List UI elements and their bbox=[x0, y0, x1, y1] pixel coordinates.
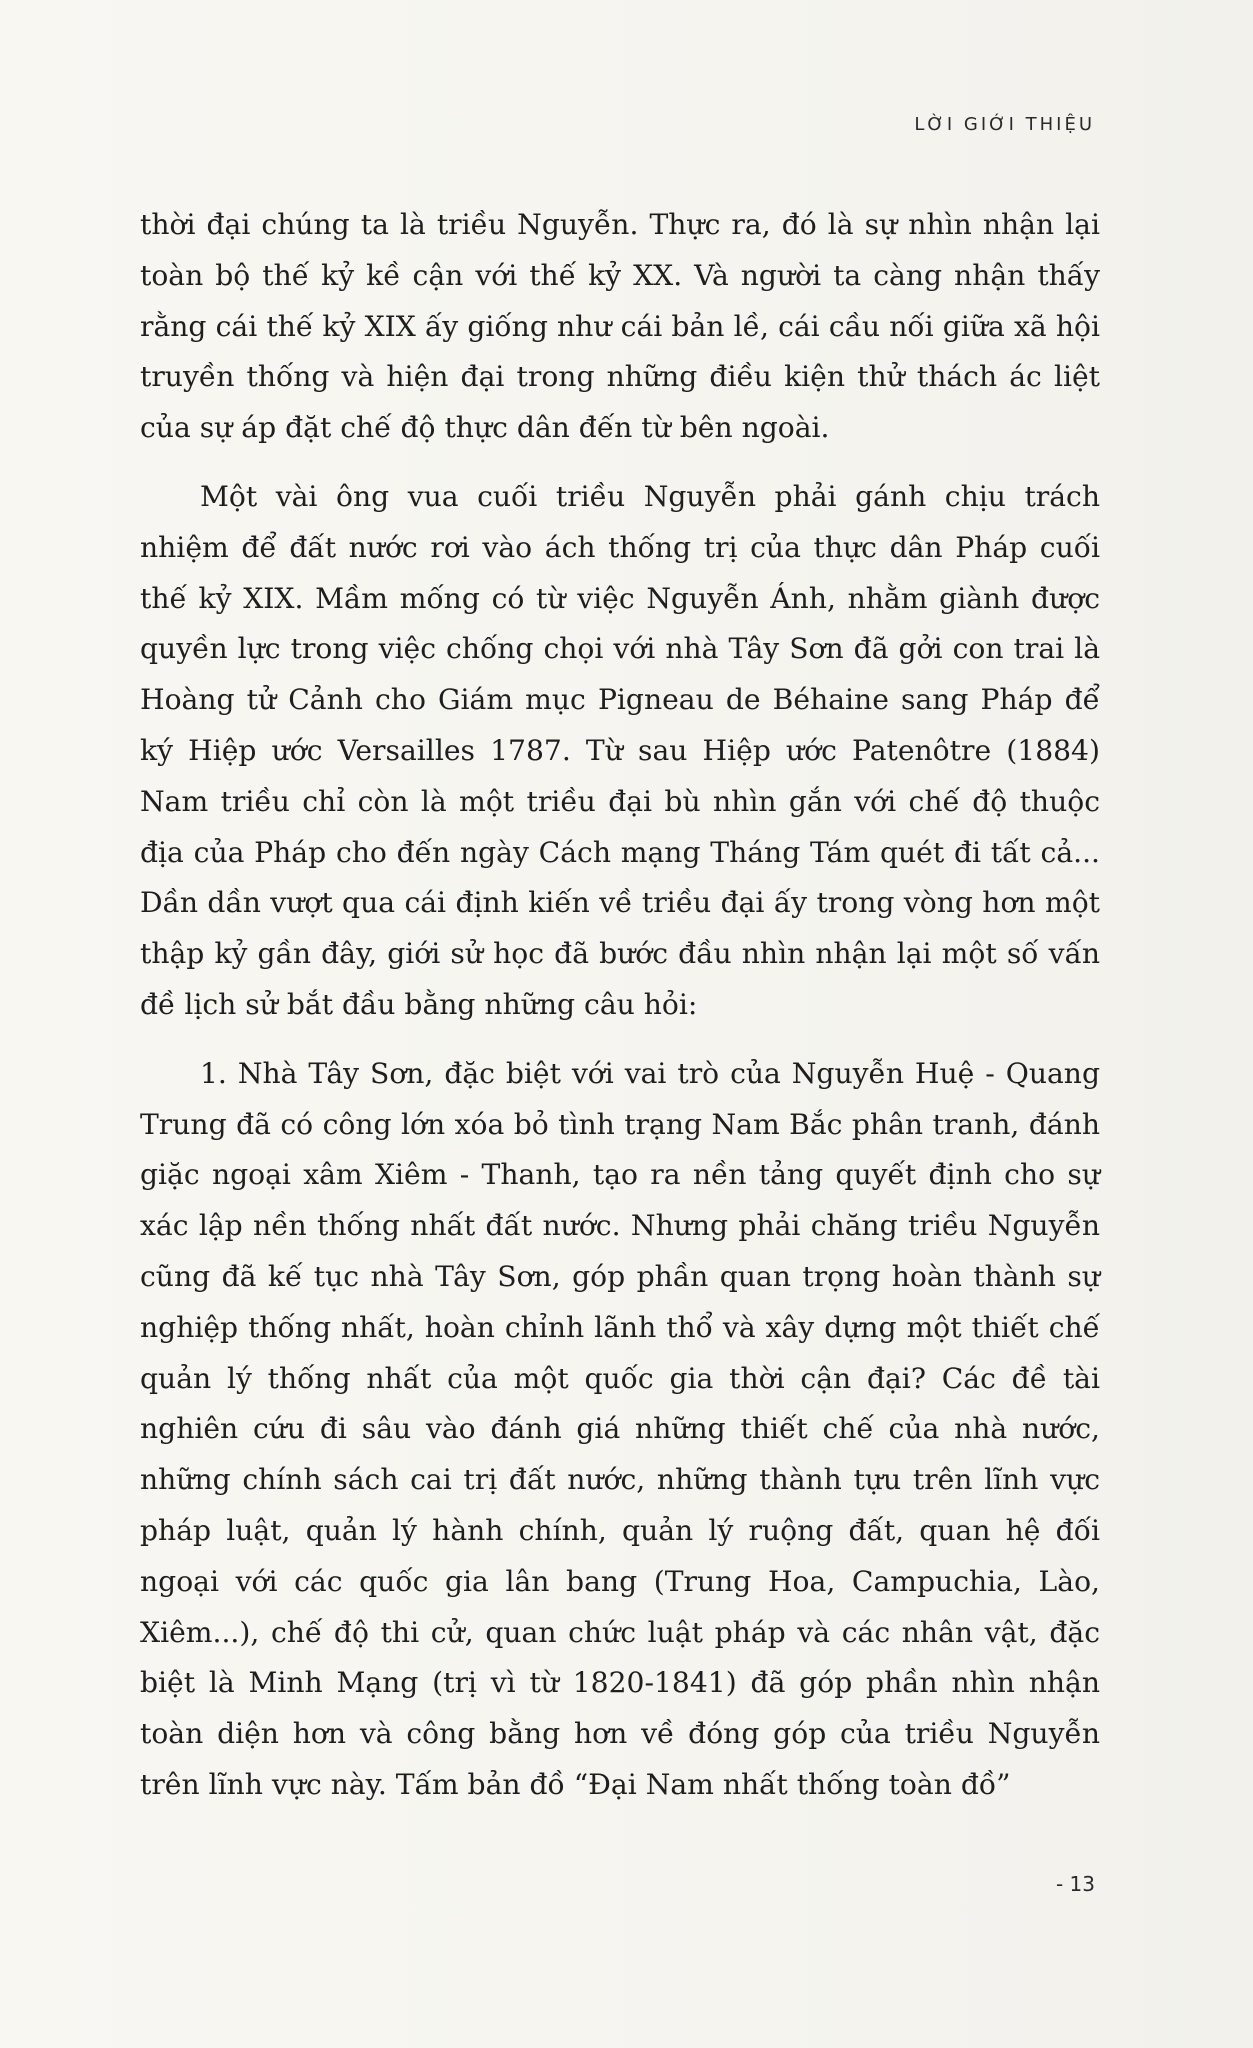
running-header: LỜI GIỚI THIỆU bbox=[914, 114, 1095, 135]
paragraph-2: Một vài ông vua cuối triều Nguyễn phải gánh chịu trách nhiệm để đất nước rơi vào ách thống trị của thực dân Pháp cuối thế kỷ XIX. Mầm mống có từ việc Nguyễn Ánh, nhằm giành được quyền lực trong việc chống chọi với nhà Tây Sơn đã gởi con trai là Hoàng tử Cảnh cho Giám mục Pigneau de Béhaine sang Pháp để ký Hiệp ước Versailles 1787. Từ sau Hiệp ước Patenôtre (1884) Nam triều chỉ còn là một triều đại bù nhìn gắn với chế độ thuộc địa của Pháp cho đến ngày Cách mạng Tháng Tám quét đi tất cả... Dần dần vượt qua cái định kiến về triều đại ấy trong vòng hơn một thập kỷ gần đây, giới sử học đã bước đầu nhìn nhận lại một số vấn đề lịch sử bắt đầu bằng những câu hỏi: bbox=[140, 479, 1100, 1021]
paragraph-1: thời đại chúng ta là triều Nguyễn. Thực ra, đó là sự nhìn nhận lại toàn bộ thế kỷ kề cận với thế kỷ XX. Và người ta càng nhận thấy rằng cái thế kỷ XIX ấy giống như cái bản lề, cái cầu nối giữa xã hội truyền thống và hiện đại trong những điều kiện thử thách ác liệt của sự áp đặt chế độ thực dân đến từ bên ngoài. bbox=[140, 208, 1100, 445]
page-number: - 13 bbox=[1055, 1872, 1095, 1896]
paragraph-3: 1. Nhà Tây Sơn, đặc biệt với vai trò của Nguyễn Huệ - Quang Trung đã có công lớn xóa bỏ tình trạng Nam Bắc phân tranh, đánh giặc ngoại xâm Xiêm - Thanh, tạo ra nền tảng quyết định cho sự xác lập nền thống nhất đất nước. Nhưng phải chăng triều Nguyễn cũng đã kế tục nhà Tây Sơn, góp phần quan trọng hoàn thành sự nghiệp thống nhất, hoàn chỉnh lãnh thổ và xây dựng một thiết chế quản lý thống nhất của một quốc gia thời cận đại? Các đề tài nghiên cứu đi sâu vào đánh giá những thiết chế của nhà nước, những chính sách cai trị đất nước, những thành tựu trên lĩnh vực pháp luật, quản lý hành chính, quản lý ruộng đất, quan hệ đối ngoại với các quốc gia lân bang (Trung Hoa, Campuchia, Lào, Xiêm...), chế độ thi cử, quan chức luật pháp và các nhân vật, đặc biệt là Minh Mạng (trị vì từ 1820-1841) đã góp phần nhìn nhận toàn diện hơn và công bằng hơn về đóng góp của triều Nguyễn trên lĩnh vực này. Tấm bản đồ “Đại Nam nhất thống toàn đồ” bbox=[140, 1056, 1100, 1801]
page-body bbox=[140, 200, 1100, 1811]
